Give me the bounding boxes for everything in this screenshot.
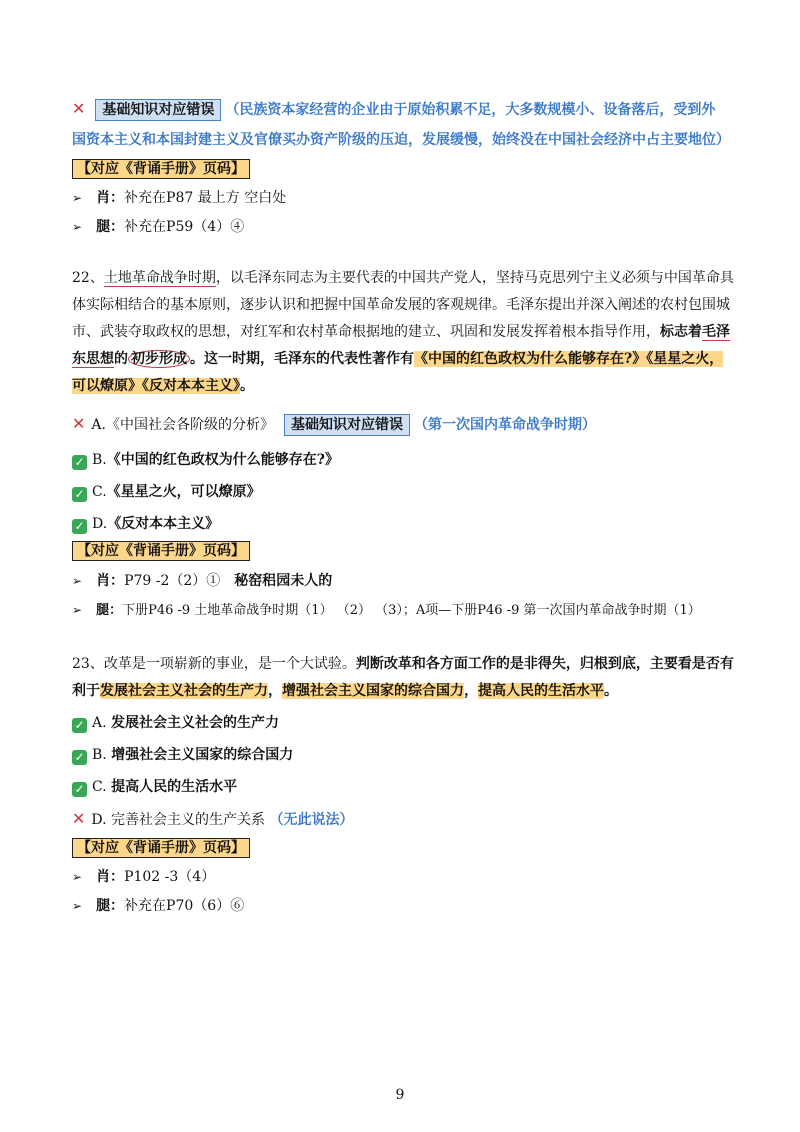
check-icon: ✓ (72, 487, 87, 502)
stem-text: ，以毛泽东同志为主要代表的中国共产党人，坚持马克思列宁主义必须与中国革命 (215, 270, 720, 286)
option-text: 增强社会主义国家的综合国力 (111, 747, 294, 763)
ref-who: 肖： (96, 190, 125, 206)
option-text: 提高人民的生活水平 (111, 779, 238, 795)
ref-who: 肖： (96, 573, 125, 589)
option-letter: B. (92, 747, 107, 763)
ref-item (72, 896, 244, 916)
q22-option-c (72, 482, 261, 502)
option-letter: D. (92, 516, 108, 532)
q23-option-d (72, 809, 354, 830)
ref-label-box: 【对应《背诵手册》页码】 (72, 838, 250, 858)
arrow-bullet-icon: ➢ (72, 191, 83, 205)
explanation: （民族资本家经营的企业由于原始积累不足，大多数规模小、设备落后，受到外 (225, 102, 716, 118)
ref-item (72, 867, 215, 887)
wrong-tag: 基础知识对应错误 (95, 99, 221, 121)
wrong-tag: 基础知识对应错误 (284, 414, 410, 436)
option-note: （无此说法） (269, 812, 354, 828)
ref-text: 补充在P59（4）④ (124, 219, 245, 235)
stem-underlined: 毛泽东思想 (72, 324, 730, 367)
arrow-bullet-icon: ➢ (72, 574, 83, 588)
cross-icon: ✕ (72, 809, 86, 828)
ref-label (72, 838, 250, 858)
explanation-cont: 国资本主义和本国封建主义及官僚买办资产阶级的压迫，发展缓慢，始终没在中国社会经济中占主要地位） (72, 132, 730, 148)
stem-bold: 标志 (660, 324, 688, 340)
q23-option-b (72, 745, 293, 765)
highlight-answer: 增强社会主义国家的综合国力 (282, 683, 464, 699)
arrow-bullet-icon: ➢ (72, 603, 83, 617)
ref-item (72, 188, 286, 208)
ref-text: P102 -3（4） (124, 869, 216, 885)
cross-icon: ✕ (72, 414, 86, 433)
arrow-bullet-icon: ➢ (72, 220, 83, 234)
option-letter: C. (92, 779, 107, 795)
arrow-bullet-icon: ➢ (72, 870, 83, 884)
ref-item (72, 217, 244, 237)
ref-who: 腿： (96, 603, 123, 618)
option-letter: A. (92, 715, 107, 731)
option-text: 《星星之火，可以燎原》 (106, 484, 261, 500)
option-text: 《中国的红色政权为什么能够存在?》 (106, 452, 339, 468)
ref-label-box: 【对应《背诵手册》页码】 (72, 159, 250, 179)
check-icon: ✓ (72, 519, 87, 534)
ref-who: 肖： (96, 869, 125, 885)
ref-text: 下册P46 -9 土地革命战争时期（1） （2） （3）；A项—下册P46 -9 第一次国内革命战争时期（1） (122, 603, 701, 618)
ref-text: 补充在P70（6）⑥ (124, 898, 245, 914)
ref-text: 补充在P87 最上方 空白处 (124, 190, 287, 206)
page-number: 9 (395, 1087, 405, 1103)
highlight-answer: 发展社会主义社会的生产力 (100, 683, 268, 699)
ref-item (72, 571, 332, 591)
option-text: 《反对本本主义》 (107, 516, 220, 532)
stem-text: 围城市、武装夺取政权的思想，对红军和农村革命根据地的建立、巩固和发展发挥着根本指导作用， (72, 297, 730, 340)
stem-text: 23、改革是一项崭新的事业，是一个大试验。 (72, 656, 356, 672)
option-note: （第一次国内革命战争时期） (413, 417, 596, 433)
check-icon: ✓ (72, 750, 87, 765)
highlight-answer: 《中国的红色政权为什么能够存在?》《星星之火，可以燎原》《反对本本主义》 (72, 351, 724, 394)
ref-who: 腿： (96, 898, 125, 914)
stem-bold: 有利于 (72, 656, 734, 699)
ref-item (72, 600, 701, 621)
q23-option-a (72, 713, 279, 733)
option-letter: B. (92, 452, 107, 468)
option-letter: C. (92, 484, 107, 500)
stem-bold: ， (268, 683, 282, 699)
check-icon: ✓ (72, 455, 87, 470)
ref-who: 腿： (96, 219, 125, 235)
stem-bold: ， (464, 683, 478, 699)
q22-option-b (72, 450, 339, 470)
option-text: D. 完善社会主义的生产关系 (91, 812, 266, 828)
ref-text: P79 -2（2）① (124, 573, 221, 589)
stem-bold: 。 (240, 378, 254, 394)
stem-text: 具体实际相结合的基本原则，逐步认识和把握中国革命发展的客观规律。毛泽东提出并深入阐述的农村包 (72, 270, 734, 313)
q23-stem (72, 651, 734, 705)
q22-stem (72, 265, 734, 400)
stem-circled: 初步形成 (128, 350, 190, 368)
ref-extra: 秘窑稆园未人的 (234, 573, 333, 589)
option-text: 发展社会主义社会的生产力 (111, 715, 280, 731)
q22-option-d (72, 514, 219, 534)
stem-bold: 。 (604, 683, 618, 699)
stem-bold: 。这一时期，毛泽东的代表性著作有 (190, 351, 414, 367)
option-text: A.《中国社会各阶级的分析》 (91, 417, 274, 433)
stem-bold: 着 (688, 324, 702, 340)
ref-label (72, 159, 250, 179)
q-number: 22、 (72, 270, 104, 286)
check-icon: ✓ (72, 718, 87, 733)
highlight-answer: 提高人民的生活水平 (478, 683, 604, 699)
q22-option-a (72, 414, 596, 436)
check-icon: ✓ (72, 782, 87, 797)
q23-option-c (72, 777, 237, 797)
arrow-bullet-icon: ➢ (72, 899, 83, 913)
ref-label-box: 【对应《背诵手册》页码】 (72, 541, 250, 561)
ref-label (72, 541, 250, 561)
stem-bold: 判断改革和各方面工作的是非得失，归根到底，主要看是否 (355, 656, 720, 672)
underlined-period: 土地革命战争时期 (103, 270, 216, 286)
stem-bold: 的 (114, 351, 128, 367)
cross-icon: ✕ (72, 99, 86, 118)
block1-wrong-line (72, 99, 715, 121)
